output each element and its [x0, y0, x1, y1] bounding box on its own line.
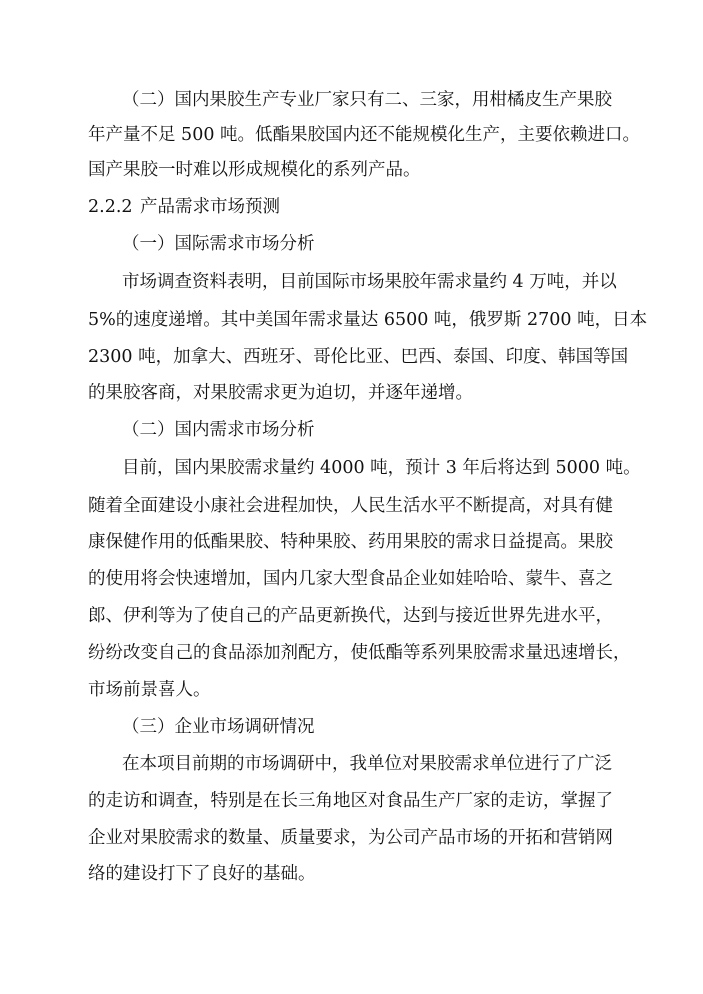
paragraph-line: 5%的速度递增。其中美国年需求量达 6500 吨，俄罗斯 2700 吨，日本 [88, 310, 648, 330]
paragraph-line: 的使用将会快速增加，国内几家大型食品企业如娃哈哈、蒙牛、喜之 [88, 569, 613, 589]
subsection-heading: （二）国内需求市场分析 [122, 420, 315, 440]
paragraph-line: 纷纷改变自己的食品添加剂配方，使低酯等系列果胶需求量迅速增长， [88, 643, 631, 663]
paragraph-line: 国产果胶一时难以形成规模化的系列产品。 [88, 160, 421, 180]
section-title: 产品需求市场预测 [140, 197, 280, 217]
paragraph-line: 随着全面建设小康社会进程加快，人民生活水平不断提高，对具有健 [88, 496, 613, 516]
paragraph-line: 郎、伊利等为了使自己的产品更新换代，达到与接近世界先进水平， [88, 606, 613, 626]
paragraph-line: 2300 吨，加拿大、西班牙、哥伦比亚、巴西、泰国、印度、韩国等国 [88, 347, 629, 367]
subsection-heading: （一）国际需求市场分析 [122, 234, 315, 254]
paragraph-line: 络的建设打下了良好的基础。 [88, 864, 316, 884]
paragraph-line: 年产量不足 500 吨。低酯果胶国内还不能规模化生产，主要依赖进口。 [88, 125, 641, 145]
subsection-heading: （三）企业市场调研情况 [122, 717, 315, 737]
paragraph-line: 目前，国内果胶需求量约 4000 吨，预计 3 年后将达到 5000 吨。 [122, 458, 641, 478]
paragraph-line: （二）国内果胶生产专业厂家只有二、三家，用柑橘皮生产果胶 [122, 90, 612, 110]
paragraph-line: 的果胶客商，对果胶需求更为迫切，并逐年递增。 [88, 383, 473, 403]
section-number: 2.2.2 [88, 197, 133, 217]
paragraph-line: 企业对果胶需求的数量、质量要求，为公司产品市场的开拓和营销网 [88, 828, 613, 848]
paragraph-line: 市场调查资料表明，目前国际市场果胶年需求量约 4 万吨，并以 [122, 272, 617, 292]
paragraph-line: 在本项目前期的市场调研中，我单位对果胶需求单位进行了广泛 [122, 754, 612, 774]
section-heading [88, 195, 280, 219]
paragraph-line: 康保健作用的低酯果胶、特种果胶、药用果胶的需求日益提高。果胶 [88, 532, 613, 552]
paragraph-line: 的走访和调查，特别是在长三角地区对食品生产厂家的走访，掌握了 [88, 791, 613, 811]
paragraph-line: 市场前景喜人。 [88, 680, 211, 700]
